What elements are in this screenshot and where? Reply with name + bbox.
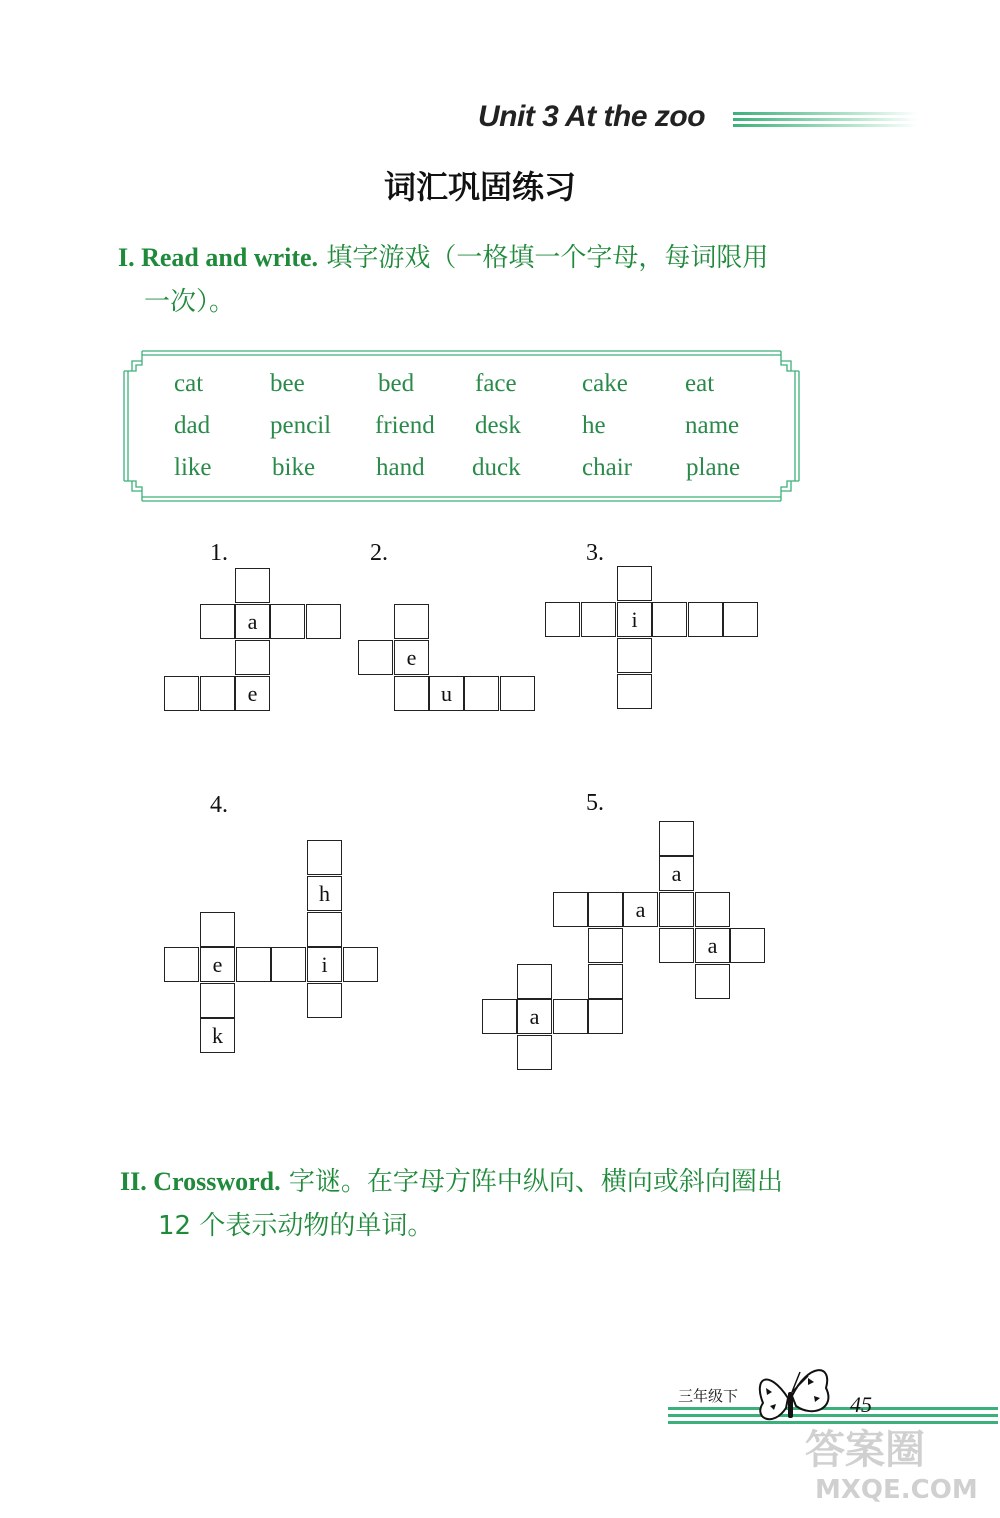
exercise1-label: I. Read and write.: [118, 243, 319, 272]
word: bed: [378, 370, 415, 397]
exercise2-instruction: [120, 1160, 880, 1248]
section-title: 词汇巩固练习: [383, 168, 576, 206]
word: he: [582, 412, 606, 439]
puzzle-cell[interactable]: a: [623, 892, 658, 927]
exercise1-instruction-text: 填字游戏（一格填一个字母，每词限用: [318, 243, 769, 273]
puzzle-cell[interactable]: [271, 947, 306, 982]
word: plane: [686, 454, 741, 481]
puzzle-cell[interactable]: [500, 676, 535, 711]
puzzle-cell[interactable]: [358, 640, 393, 675]
puzzle-number: 2.: [370, 540, 388, 566]
puzzle-number: 3.: [586, 540, 604, 566]
unit-title: Unit 3 At the zoo: [478, 100, 706, 133]
puzzle-cell[interactable]: [588, 892, 623, 927]
puzzle-cell[interactable]: [200, 912, 235, 947]
word: hand: [376, 454, 425, 481]
word: desk: [475, 412, 521, 439]
header-decoration-lines: [733, 112, 918, 134]
word: eat: [685, 370, 715, 397]
puzzle-cell[interactable]: [200, 676, 235, 711]
puzzle-cell[interactable]: [723, 602, 758, 637]
puzzle-cell[interactable]: [307, 983, 342, 1018]
puzzle-cell[interactable]: [235, 568, 270, 603]
puzzle-cell[interactable]: [482, 999, 517, 1034]
puzzle-cell[interactable]: [730, 928, 765, 963]
exercise1-instruction: [118, 236, 858, 324]
puzzle-number: 4.: [210, 792, 228, 818]
puzzle-cell[interactable]: a: [517, 999, 552, 1034]
word: pencil: [270, 412, 332, 439]
exercise2-instruction-text: 字谜。在字母方阵中纵向、横向或斜向圈出: [280, 1167, 783, 1197]
puzzle-cell[interactable]: a: [695, 928, 730, 963]
puzzle-number: 5.: [586, 790, 604, 816]
puzzle-cell[interactable]: [517, 1035, 552, 1070]
word: bee: [270, 370, 305, 397]
puzzle-cell[interactable]: [617, 638, 652, 673]
footer-grade: 三年级下: [678, 1387, 739, 1405]
puzzle-cell[interactable]: [588, 964, 623, 999]
exercise2-label: II. Crossword.: [120, 1167, 281, 1196]
puzzle-cell[interactable]: [270, 604, 305, 639]
puzzle-cell[interactable]: [659, 821, 694, 856]
word: duck: [472, 454, 521, 481]
puzzle-cell[interactable]: k: [200, 1018, 235, 1053]
puzzle-cell[interactable]: [236, 947, 271, 982]
word: cat: [174, 370, 204, 397]
watermark-text: 答案圈: [805, 1427, 925, 1473]
puzzle-cell[interactable]: [200, 983, 235, 1018]
puzzle-cell[interactable]: [164, 676, 199, 711]
puzzle-cell[interactable]: [164, 947, 199, 982]
word: name: [685, 412, 740, 439]
puzzle-cell[interactable]: [200, 604, 235, 639]
puzzle-cell[interactable]: [659, 928, 694, 963]
puzzle-cell[interactable]: [617, 566, 652, 601]
puzzle-cell[interactable]: e: [200, 947, 235, 982]
puzzle-cell[interactable]: [659, 892, 694, 927]
puzzle-cell[interactable]: [235, 640, 270, 675]
puzzle-cell[interactable]: [307, 840, 342, 875]
puzzle-cell[interactable]: [588, 928, 623, 963]
word: bike: [272, 454, 316, 481]
puzzle-cell[interactable]: e: [394, 640, 429, 675]
puzzle-cell[interactable]: [617, 674, 652, 709]
puzzle-cell[interactable]: [553, 999, 588, 1034]
word: dad: [174, 412, 211, 439]
word: cake: [582, 370, 628, 397]
puzzle-cell[interactable]: e: [235, 676, 270, 711]
puzzle-cell[interactable]: [553, 892, 588, 927]
word: chair: [582, 454, 632, 481]
puzzle-cell[interactable]: [688, 602, 723, 637]
puzzle-cell[interactable]: [695, 964, 730, 999]
exercise2-instruction-cont: 12 个表示动物的单词。: [158, 1211, 434, 1241]
puzzle-cell[interactable]: [545, 602, 580, 637]
word: friend: [375, 412, 435, 439]
puzzle-cell[interactable]: [588, 999, 623, 1034]
footer-page-number: 45: [850, 1392, 872, 1417]
word: face: [475, 370, 517, 397]
watermark-url: MXQE.COM: [815, 1475, 978, 1505]
puzzle-cell[interactable]: [517, 964, 552, 999]
puzzle-number: 1.: [210, 540, 228, 566]
puzzle-cell[interactable]: [581, 602, 616, 637]
puzzle-cell[interactable]: [394, 676, 429, 711]
puzzle-cell[interactable]: [652, 602, 687, 637]
puzzle-cell[interactable]: [306, 604, 341, 639]
puzzle-cell[interactable]: a: [235, 604, 270, 639]
puzzle-cell[interactable]: i: [307, 947, 342, 982]
puzzle-cell[interactable]: [695, 892, 730, 927]
puzzle-cell[interactable]: [464, 676, 499, 711]
puzzle-cell[interactable]: [394, 604, 429, 639]
puzzle-cell[interactable]: [343, 947, 378, 982]
puzzle-cell[interactable]: u: [429, 676, 464, 711]
exercise1-instruction-cont: 一次）。: [144, 287, 236, 317]
puzzle-cell[interactable]: [307, 912, 342, 947]
puzzle-cell[interactable]: h: [307, 876, 342, 911]
puzzle-cell[interactable]: i: [617, 602, 652, 637]
word: like: [174, 454, 212, 481]
puzzle-cell[interactable]: a: [659, 856, 694, 891]
